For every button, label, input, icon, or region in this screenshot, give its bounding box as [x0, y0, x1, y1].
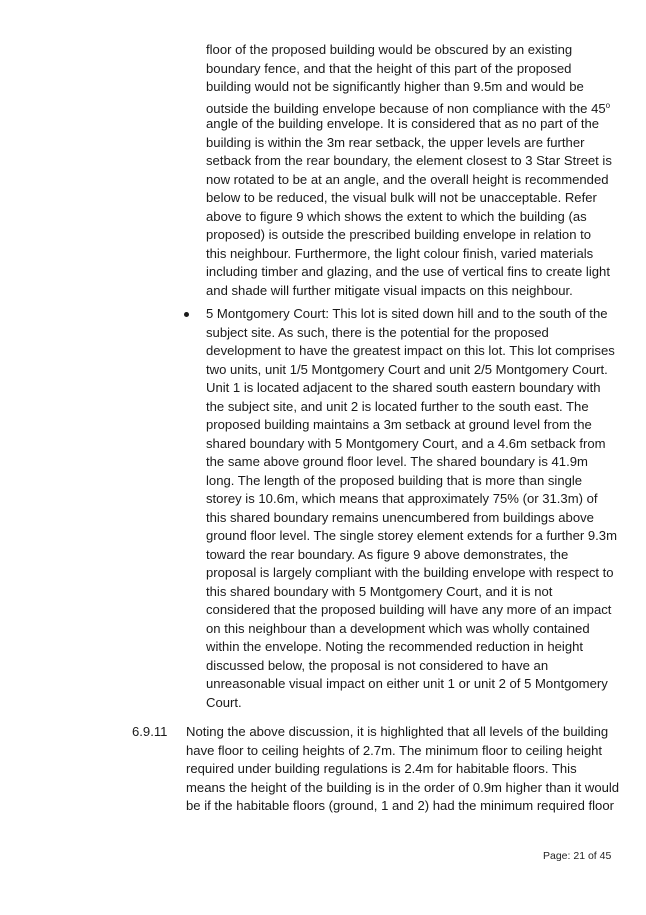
paragraph-line: storey is 10.6m, which means that approximately 75% (or 31.3m) of	[206, 491, 598, 506]
paragraph-line: above to figure 9 which shows the extent to which the building (as	[206, 208, 587, 224]
paragraph-line: this shared boundary with 5 Montgomery Court, and it is not	[206, 583, 553, 599]
paragraph-line: setback from the rear boundary, the element closest to 3 Star Street is	[206, 153, 612, 168]
paragraph-line: 5 Montgomery Court: This lot is sited down hill and to the south of the	[206, 306, 608, 321]
bullet-marker	[184, 312, 189, 317]
paragraph-line: building would not be significantly higher than 9.5m and would be	[206, 79, 584, 94]
paragraph-line: now rotated to be at an angle, and the overall height is recommended	[206, 171, 609, 187]
paragraph-line: unreasonable visual impact on either unit 1 or unit 2 of 5 Montgomery	[206, 676, 608, 691]
paragraph-line: the same above ground floor level. The shared boundary is 41.9m	[206, 454, 588, 469]
paragraph-line: the subject site, and unit 2 is located further to the south east. The	[206, 398, 589, 414]
paragraph-line: below to be reduced, the visual bulk will not be unacceptable. Refer	[206, 190, 597, 205]
paragraph-line: within the envelope. Noting the recommended reduction in height	[206, 639, 584, 654]
paragraph-line: discussed below, the proposal is not considered to have an	[206, 657, 549, 673]
paragraph-line: be if the habitable floors (ground, 1 and 2) had the minimum required floor	[186, 798, 614, 813]
paragraph-line: and shade will further mitigate visual impacts on this neighbour.	[206, 282, 573, 298]
paragraph-line: shared boundary with 5 Montgomery Court, and a 4.6m setback from	[206, 435, 606, 451]
paragraph-number: 6.9.11	[132, 724, 168, 739]
paragraph-line: long. The length of the proposed building that is more than single	[206, 472, 583, 488]
paragraph-line: Noting the above discussion, it is highlighted that all levels of the building	[186, 724, 609, 739]
paragraph-line: angle of the building envelope. It is considered that as no part of the	[206, 116, 600, 131]
paragraph-line: proposed building maintains a 3m setback at ground level from the	[206, 417, 592, 432]
paragraph-line: considered that the proposed building will have any more of an impact	[206, 602, 612, 617]
paragraph-line: ground floor level. The single storey element extends for a further 9.3m	[206, 528, 617, 543]
degree-superscript: o	[605, 100, 611, 110]
paragraph-line: development to have the greatest impact on this lot. This lot comprises	[206, 343, 615, 358]
paragraph-line-text: outside the building envelope because of non compliance with the 45	[206, 100, 606, 116]
paragraph-line: have floor to ceiling heights of 2.7m. The minimum floor to ceiling height	[186, 742, 603, 758]
paragraph-line: required under building regulations is 2.4m for habitable floors. This	[186, 761, 577, 776]
paragraph-line: this neighbour. Furthermore, the light colour finish, varied materials	[206, 245, 594, 261]
paragraph-line: on this neighbour than a development which was wholly contained	[206, 620, 590, 636]
paragraph-line: subject site. As such, there is the potential for the proposed	[206, 324, 549, 340]
page-number-footer: Page: 21 of 45	[543, 850, 612, 862]
paragraph-line: toward the rear boundary. As figure 9 above demonstrates, the	[206, 546, 569, 562]
paragraph-line: this shared boundary remains unencumbered from buildings above	[206, 509, 594, 525]
paragraph-line: including timber and glazing, and the use of vertical fins to create light	[206, 264, 610, 279]
paragraph-line: proposed) is outside the prescribed building envelope in relation to	[206, 227, 592, 242]
paragraph-line: two units, unit 1/5 Montgomery Court and unit 2/5 Montgomery Court.	[206, 361, 608, 377]
paragraph-line: floor of the proposed building would be obscured by an existing	[206, 42, 573, 57]
paragraph-line: means the height of the building is in the order of 0.9m higher than it would	[186, 779, 620, 795]
paragraph-line: proposal is largely compliant with the building envelope with respect to	[206, 565, 614, 580]
paragraph-line: building is within the 3m rear setback, the upper levels are further	[206, 134, 585, 150]
paragraph-line: Unit 1 is located adjacent to the shared south eastern boundary with	[206, 380, 601, 395]
paragraph-line: Court.	[206, 694, 242, 710]
paragraph-line: boundary fence, and that the height of this part of the proposed	[206, 60, 572, 76]
